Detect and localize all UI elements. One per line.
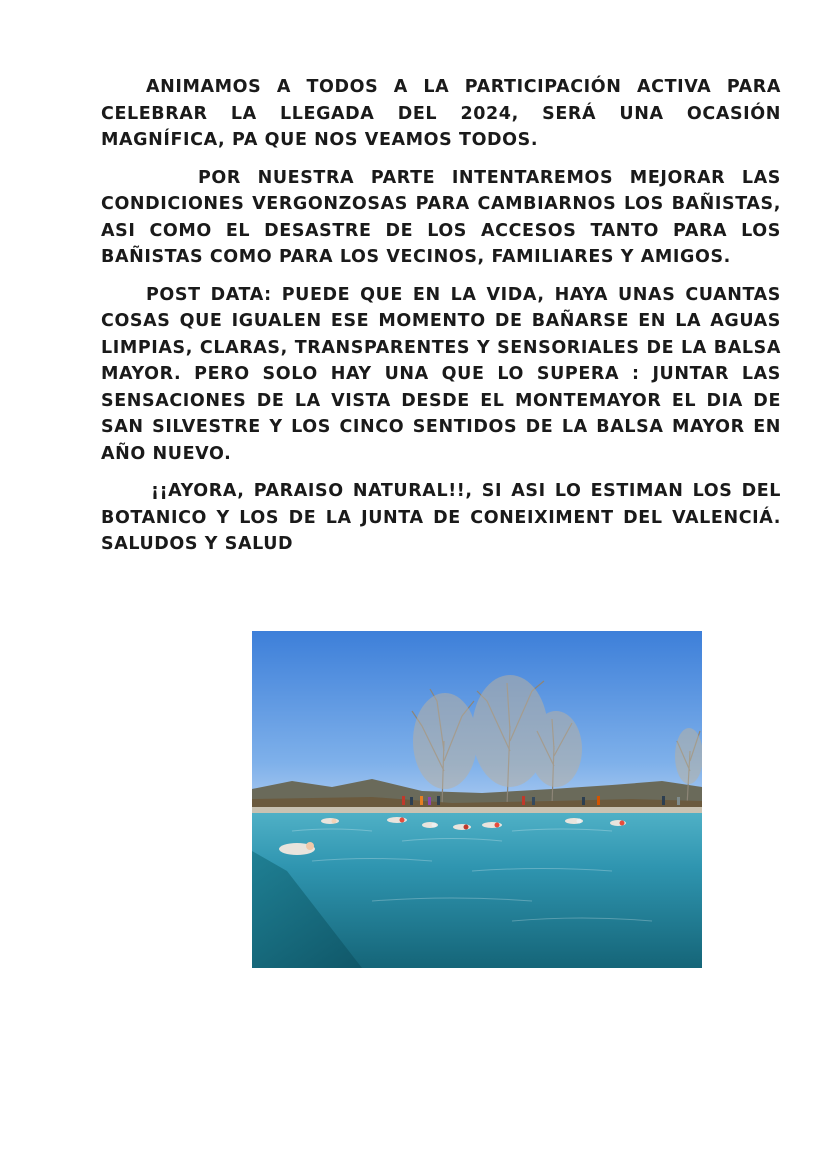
paragraph-invitation: ANIMAMOS A TODOS A LA PARTICIPACIÓN ACTIVA PARA CELEBRAR LA LLEGADA DEL 2024, SERÁ UNA OCASIÓN MAGNÍFICA, PA QUE NOS VEAMOS TODOS. (101, 77, 781, 150)
photo-swimmers-pool (252, 631, 702, 968)
paragraph-closing: ¡¡AYORA, PARAISO NATURAL!!, SI ASI LO ESTIMAN LOS DEL BOTANICO Y LOS DE LA JUNTA DE CONEIXIMENT DEL VALENCIÁ. SALUDOS Y SALUD (101, 481, 781, 554)
photo-illustration (252, 631, 702, 968)
body-text (101, 74, 781, 569)
paragraph-post-data: POST DATA: PUEDE QUE EN LA VIDA, HAYA UNAS CUANTAS COSAS QUE IGUALEN ESE MOMENTO DE BAÑARSE EN LA AGUAS LIMPIAS, CLARAS, TRANSPARENTES Y SENSORIALES DE LA BALSA MAYOR. PERO SOLO HAY UNA QUE LO SUPERA : JUNTAR LAS SENSACIONES DE LA VISTA DESDE EL MONTEMAYOR EL DIA DE SAN SILVESTRE Y LOS CINCO SENTIDOS DE LA BALSA MAYOR EN AÑO NUEVO. (101, 284, 781, 464)
paragraph-improvements: POR NUESTRA PARTE INTENTAREMOS MEJORAR LAS CONDICIONES VERGONZOSAS PARA CAMBIARNOS LOS BAÑISTAS, ASI COMO EL DESASTRE DE LOS ACCESOS TANTO PARA LOS BAÑISTAS COMO PARA LOS VECINOS, FAMILIARES Y AMIGOS. (101, 167, 781, 267)
pool-wall (252, 807, 702, 813)
